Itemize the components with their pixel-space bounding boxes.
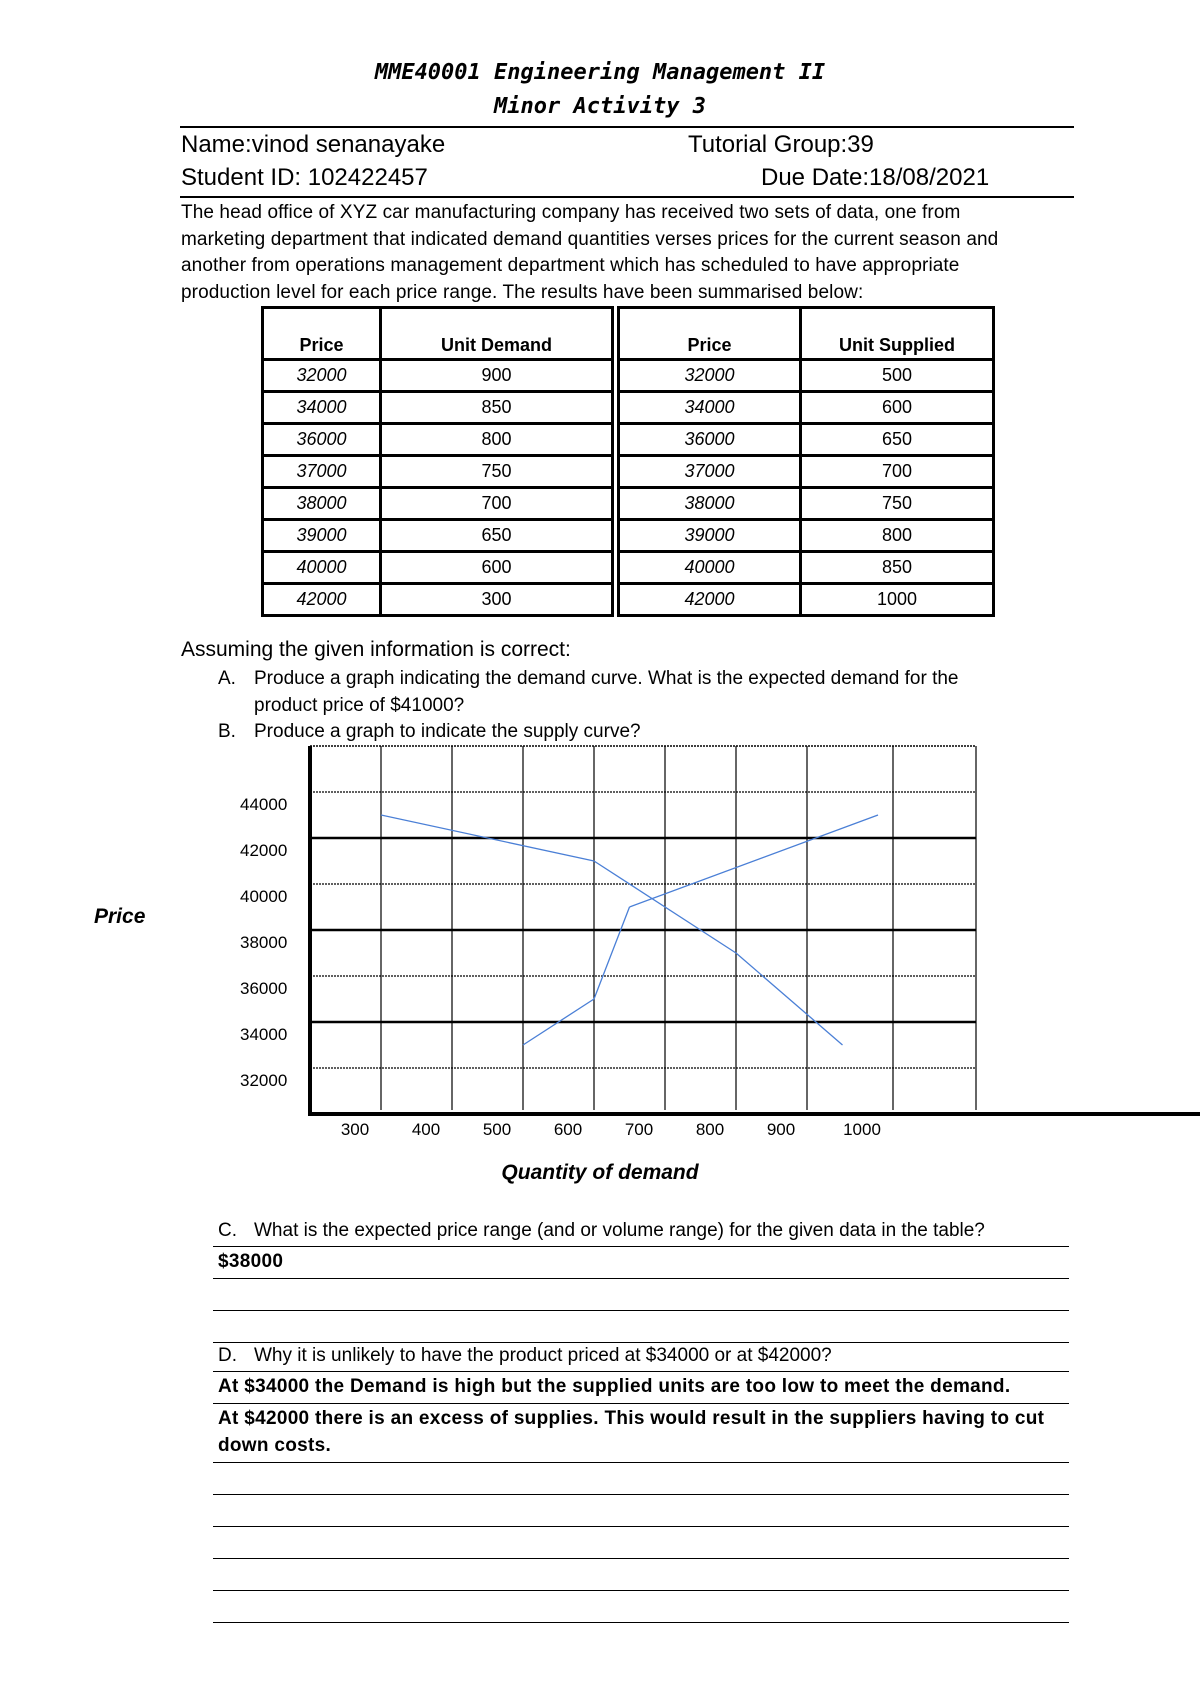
document-subtitle: Minor Activity 3 — [494, 94, 706, 119]
table-cell: 650 — [801, 424, 994, 456]
series-line-segment — [736, 953, 843, 1045]
answer-rule — [213, 1278, 1069, 1279]
intro-line: marketing department that indicated demand quantities verses prices for the current season and — [181, 228, 999, 250]
y-tick-label: 36000 — [240, 979, 288, 998]
table-cell: 32000 — [619, 360, 801, 392]
question-d-label: D. — [218, 1345, 237, 1366]
table-row — [263, 488, 994, 520]
intro-line: production level for each price range. The results have been summarised below: — [181, 281, 864, 303]
answer-rule — [213, 1310, 1069, 1311]
answer-rule — [213, 1342, 1069, 1343]
intro-line: another from operations management department which has scheduled to have appropriate — [181, 255, 960, 276]
table-cell: 38000 — [619, 488, 801, 520]
table-cell: 38000 — [263, 488, 381, 520]
chart-grid — [310, 746, 976, 1110]
question-c-label: C. — [218, 1220, 237, 1241]
table-row — [263, 584, 994, 616]
table-header-cell: Unit Demand — [381, 308, 613, 360]
table-cell: 34000 — [619, 392, 801, 424]
answer-rule — [213, 1371, 1069, 1372]
table-cell: 900 — [381, 360, 613, 392]
table-header-cell: Price — [263, 308, 381, 360]
document-title: MME40001 Engineering Management II — [374, 60, 826, 85]
table-cell: 750 — [801, 488, 994, 520]
table-cell: 36000 — [263, 424, 381, 456]
answer-c: $38000 — [218, 1251, 284, 1272]
table-cell: 40000 — [619, 552, 801, 584]
table-header-cell: Unit Supplied — [801, 308, 994, 360]
table-cell: 500 — [801, 360, 994, 392]
questions-intro: Assuming the given information is correct: — [181, 638, 571, 661]
table-row — [263, 520, 994, 552]
table-row — [263, 424, 994, 456]
table-cell: 700 — [801, 456, 994, 488]
x-tick-label: 800 — [695, 1120, 725, 1139]
x-tick-label: 600 — [553, 1120, 583, 1139]
table-cell: 1000 — [801, 584, 994, 616]
answer-rule — [213, 1462, 1069, 1463]
answer-d-line3: down costs. — [218, 1435, 332, 1456]
answer-d-line2: At $42000 there is an excess of supplies. This would result in the suppliers having to cut — [218, 1408, 1045, 1429]
y-axis-title: Price — [94, 905, 146, 928]
question-b-label: B. — [218, 721, 236, 742]
price-data-table — [261, 306, 995, 617]
intro-line: The head office of XYZ car manufacturing company has received two sets of data, one from — [181, 202, 961, 223]
y-tick-label: 44000 — [240, 795, 288, 814]
tutorial-group: Tutorial Group:39 — [688, 131, 874, 158]
table-header-row — [263, 308, 994, 360]
y-tick-label: 38000 — [240, 933, 288, 952]
table-cell: 39000 — [263, 520, 381, 552]
table-row — [263, 360, 994, 392]
table-cell: 36000 — [619, 424, 801, 456]
table-cell: 37000 — [619, 456, 801, 488]
answer-rule — [213, 1403, 1069, 1404]
table-row — [263, 456, 994, 488]
x-tick-label: 500 — [482, 1120, 512, 1139]
table-cell: 700 — [381, 488, 613, 520]
table-cell: 800 — [801, 520, 994, 552]
table-row — [263, 552, 994, 584]
series-line-segment — [594, 907, 630, 999]
table-cell: 42000 — [263, 584, 381, 616]
table-cell: 34000 — [263, 392, 381, 424]
x-tick-label: 300 — [340, 1120, 370, 1139]
table-cell: 650 — [381, 520, 613, 552]
x-tick-label: 400 — [411, 1120, 441, 1139]
table-header-cell: Price — [619, 308, 801, 360]
y-tick-label: 34000 — [240, 1025, 288, 1044]
question-a-line1: Produce a graph indicating the demand curve. What is the expected demand for the — [254, 668, 959, 689]
answer-rule — [213, 1494, 1069, 1495]
demand-supply-chart — [0, 740, 1200, 1120]
table-cell: 850 — [801, 552, 994, 584]
answer-rule — [213, 1246, 1069, 1247]
answer-d-line1: At $34000 the Demand is high but the supplied units are too low to meet the demand. — [218, 1376, 1011, 1397]
answer-rule — [213, 1590, 1069, 1591]
header-rule-bottom — [180, 196, 1074, 198]
question-a-line2: product price of $41000? — [254, 695, 465, 716]
answer-rule — [213, 1526, 1069, 1527]
table-cell: 800 — [381, 424, 613, 456]
table-cell: 300 — [381, 584, 613, 616]
table-cell: 750 — [381, 456, 613, 488]
y-tick-label: 40000 — [240, 887, 288, 906]
table-cell: 42000 — [619, 584, 801, 616]
student-name: Name:vinod senanayake — [181, 131, 446, 158]
intro-paragraph — [181, 200, 1081, 306]
answer-rule — [213, 1558, 1069, 1559]
header-rule-top — [180, 126, 1074, 128]
series-line-segment — [630, 815, 879, 907]
table-cell: 37000 — [263, 456, 381, 488]
question-b-text: Produce a graph to indicate the supply curve? — [254, 721, 641, 742]
student-id: Student ID: 102422457 — [181, 164, 428, 191]
x-axis-title: Quantity of demand — [501, 1161, 699, 1184]
table-row — [263, 392, 994, 424]
question-a-label: A. — [218, 668, 236, 689]
table-cell: 600 — [381, 552, 613, 584]
x-tick-label: 700 — [624, 1120, 654, 1139]
table-cell: 39000 — [619, 520, 801, 552]
x-tick-label: 1000 — [843, 1120, 881, 1139]
table-cell: 600 — [801, 392, 994, 424]
table-cell: 850 — [381, 392, 613, 424]
table-cell: 32000 — [263, 360, 381, 392]
x-tick-label: 900 — [766, 1120, 796, 1139]
question-d-text: Why it is unlikely to have the product priced at $34000 or at $42000? — [254, 1345, 832, 1366]
question-c-text: What is the expected price range (and or volume range) for the given data in the table? — [254, 1220, 985, 1241]
y-tick-label: 42000 — [240, 841, 288, 860]
due-date: Due Date:18/08/2021 — [761, 164, 990, 191]
answer-rule — [213, 1622, 1069, 1623]
table-cell: 40000 — [263, 552, 381, 584]
y-tick-label: 32000 — [240, 1071, 288, 1090]
